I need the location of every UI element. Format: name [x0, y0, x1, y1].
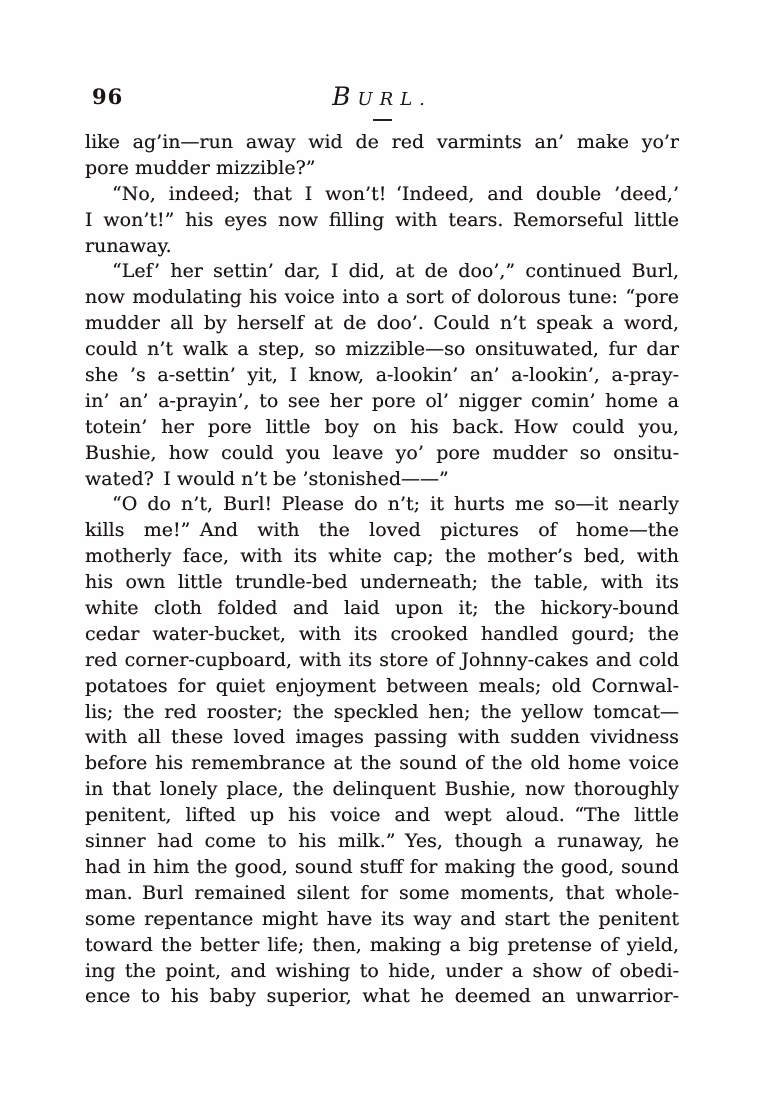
text-line: before his remembrance at the sound of the old home voice [85, 752, 679, 775]
text-line: runaway. [85, 234, 172, 257]
text-line: she ’s a-settin’ yit, I know, a-lookin’ an’ a-lookin’, a-pray- [85, 364, 679, 387]
text-line: “No, indeed; that I won’t! ‘Indeed, and double ’deed,’ [112, 182, 679, 205]
text-line: white cloth folded and laid upon it; the hickory-bound [85, 597, 679, 620]
text-block [85, 130, 679, 1010]
text-line: kills me!” And with the loved pictures of home—the [85, 519, 679, 542]
text-line: now modulating his voice into a sort of dolorous tune: “pore [85, 286, 679, 309]
text-line: sinner had come to his milk.” Yes, though a runaway, he [85, 830, 679, 853]
page-number: 96 [92, 84, 124, 109]
text-line: “O do n’t, Burl! Please do n’t; it hurts me so—it nearly [112, 493, 679, 516]
text-line: I won’t!” his eyes now filling with tears. Remorseful little [85, 208, 679, 231]
text-line: lis; the red rooster; the speckled hen; the yellow tomcat— [85, 700, 679, 723]
text-line: penitent, lifted up his voice and wept aloud. “The little [85, 804, 679, 827]
running-title-rest: URL. [357, 89, 432, 110]
text-line: his own little trundle-bed underneath; the table, with its [85, 571, 679, 594]
running-title-initial: B [332, 82, 358, 111]
text-line: cedar water-bucket, with its crooked handled gourd; the [85, 622, 679, 645]
text-line: could n’t walk a step, so mizzible—so onsituwated, fur dar [85, 338, 679, 361]
text-line: mudder all by herself at de doo’. Could n’t speak a word, [85, 312, 679, 335]
text-line: motherly face, with its white cap; the mother’s bed, with [85, 545, 679, 568]
text-line: in’ an’ a-prayin’, to see her pore ol’ nigger comin’ home a [85, 389, 679, 412]
text-line: ing the point, and wishing to hide, under a show of obedi- [85, 959, 679, 982]
text-line: in that lonely place, the delinquent Bushie, now thoroughly [85, 778, 679, 801]
text-line: man. Burl remained silent for some moments, that whole- [85, 881, 679, 904]
text-line: had in him the good, sound stuff for making the good, sound [85, 855, 679, 878]
text-line: Bushie, how could you leave yo’ pore mudder so onsitu- [85, 441, 679, 464]
running-title [85, 82, 679, 111]
text-line: with all these loved images passing with sudden vividness [85, 726, 679, 749]
text-line: ence to his baby superior, what he deemed an unwarrior- [85, 985, 679, 1008]
title-rule [85, 119, 679, 121]
title-rule-mark [373, 119, 392, 121]
text-line: wated? I would n’t be ’stonished——” [85, 467, 449, 490]
text-line: some repentance might have its way and start the penitent [85, 907, 679, 930]
text-line: pore mudder mizzible?” [85, 156, 316, 179]
text-line: “Lef’ her settin’ dar, I did, at de doo’,” continued Burl, [112, 260, 679, 283]
text-line: potatoes for quiet enjoyment between meals; old Cornwal- [85, 674, 679, 697]
text-line: totein’ her pore little boy on his back. How could you, [85, 415, 679, 438]
text-line: like ag’in—run away wid de red varmints an’ make yo’r [85, 131, 679, 153]
text-line: toward the better life; then, making a big pretense of yield, [85, 933, 679, 956]
text-line: red corner-cupboard, with its store of Johnny-cakes and cold [85, 648, 679, 671]
